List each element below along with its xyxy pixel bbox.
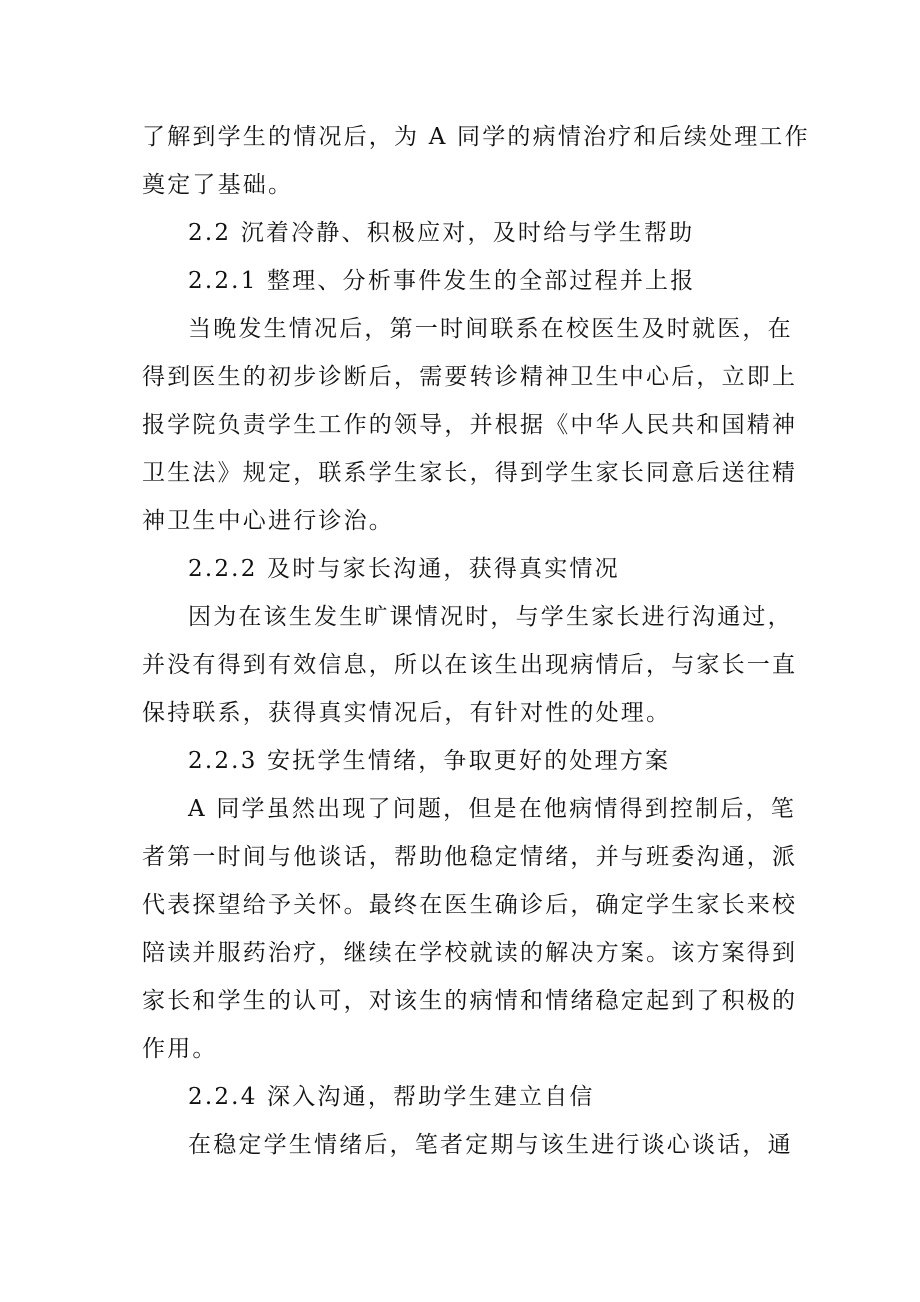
text-line: 卫生法》规定，联系学生家长，得到学生家长同意后送往精: [142, 460, 798, 486]
text-line: 神卫生中心进行诊治。: [142, 508, 394, 534]
text-line: 并没有得到有效信息，所以在该生出现病情后，与家长一直: [142, 652, 798, 678]
subsection-heading: 2.2.3 安抚学生情绪，争取更好的处理方案: [188, 748, 671, 774]
text-line: A 同学虽然出现了问题，但是在他病情得到控制后，笔: [188, 796, 796, 822]
text-line: 者第一时间与他谈话，帮助他稳定情绪，并与班委沟通，派: [142, 844, 798, 870]
text-line: 得到医生的初步诊断后，需要转诊精神卫生中心后，立即上: [142, 364, 798, 390]
section-heading: 2.2 沉着冷静、积极应对，及时给与学生帮助: [188, 220, 695, 246]
text-line: 当晚发生情况后，第一时间联系在校医生及时就医，在: [188, 316, 793, 342]
text-line: 报学院负责学生工作的领导，并根据《中华人民共和国精神: [142, 412, 798, 438]
text-line: 在稳定学生情绪后，笔者定期与该生进行谈心谈话，通: [188, 1132, 793, 1158]
text-line: 陪读并服药治疗，继续在学校就读的解决方案。该方案得到: [142, 940, 798, 966]
subsection-heading: 2.2.1 整理、分析事件发生的全部过程并上报: [188, 268, 696, 294]
text-line: 保持联系，获得真实情况后，有针对性的处理。: [142, 700, 672, 726]
text-line: 代表探望给予关怀。最终在医生确诊后，确定学生家长来校: [142, 892, 798, 918]
text-line: 家长和学生的认可，对该生的病情和情绪稳定起到了积极的: [142, 988, 798, 1014]
text-line: 奠定了基础。: [142, 172, 294, 198]
subsection-heading: 2.2.4 深入沟通，帮助学生建立自信: [188, 1084, 595, 1110]
text-line: 了解到学生的情况后，为 A 同学的病情治疗和后续处理工作: [142, 124, 810, 150]
subsection-heading: 2.2.2 及时与家长沟通，获得真实情况: [188, 556, 620, 582]
text-line: 作用。: [142, 1036, 218, 1062]
text-line: 因为在该生发生旷课情况时，与学生家长进行沟通过，: [188, 604, 793, 630]
